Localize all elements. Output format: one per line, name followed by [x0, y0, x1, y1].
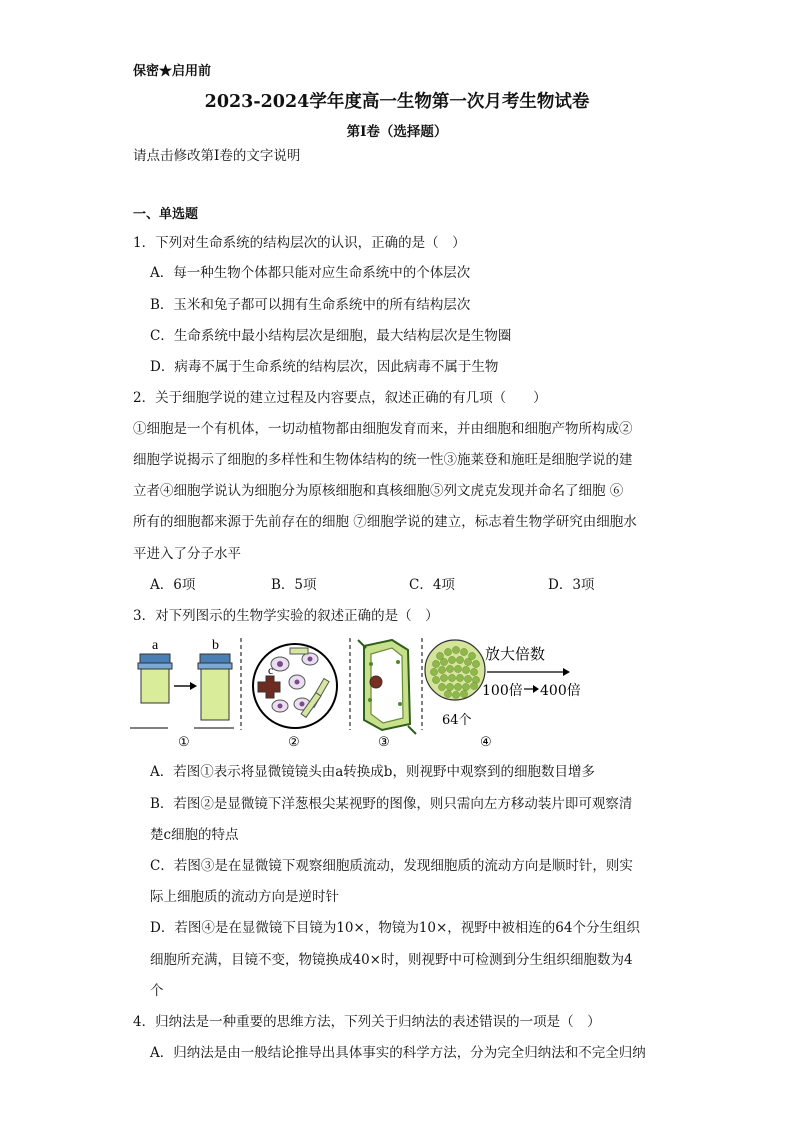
confidential-label: 保密★启用前 — [133, 64, 212, 79]
q3-figure — [130, 634, 600, 752]
q3-option-a: A．若图①表示将显微镜镜头由a转换成b，则视野中观察到的细胞数目增多 — [150, 764, 595, 780]
q1-option-b: B．玉米和兔子都可以拥有生命系统中的所有结构层次 — [150, 297, 471, 313]
lens-a-body — [141, 669, 169, 703]
magnification-from: 100倍 — [482, 683, 523, 699]
figure-panel-1 — [130, 638, 241, 750]
label-c: c — [268, 663, 274, 677]
figure-panel-2 — [253, 638, 350, 750]
label-b: b — [212, 638, 219, 653]
q2-option-b: B．5项 — [271, 577, 317, 593]
label-a: a — [152, 638, 159, 653]
q3-option-d-line-1: D．若图④是在显微镜下目镜为10×，物镜为10×，视野中被相连的64个分生组织 — [150, 920, 640, 936]
cell-count-label: 64个 — [442, 713, 472, 728]
q2-line-1: ①细胞是一个有机体，一切动植物都由细胞发育而来，并由细胞和细胞产物所构成② — [133, 421, 633, 437]
q2-line-4: 所有的细胞都来源于先前存在的细胞 ⑦细胞学说的建立，标志着生物学研究由细胞水 — [133, 514, 637, 530]
lens-a-cap — [140, 654, 170, 663]
section-heading: 一、单选题 — [133, 207, 199, 222]
q3-option-c-line-2: 际上细胞质的流动方向是逆时针 — [150, 889, 339, 905]
svg-text:④: ④ — [480, 735, 492, 750]
q2-stem: 2．关于细胞学说的建立过程及内容要点，叙述正确的有几项（ ） — [133, 390, 547, 406]
q3-option-b-line-1: B．若图②是显微镜下洋葱根尖某视野的图像，则只需向左方移动装片即可观察清 — [150, 796, 633, 812]
q3-option-d-line-2: 细胞所充满，目镜不变，物镜换成40×时，则视野中可检测到分生组织细胞数为4 — [150, 952, 633, 968]
svg-text:②: ② — [288, 735, 300, 750]
part-hint: 请点击修改第I卷的文字说明 — [133, 148, 301, 164]
part-heading: 第I卷（选择题） — [346, 124, 448, 140]
lens-b-body — [201, 669, 229, 720]
figure-panel-3 — [358, 638, 422, 750]
q3-option-c-line-1: C．若图③是在显微镜下观察细胞质流动，发现细胞质的流动方向是顺时针，则实 — [150, 858, 633, 874]
q2-option-d: D．3项 — [548, 577, 595, 593]
q4-option-a: A．归纳法是由一般结论推导出具体事实的科学方法，分为完全归纳法和不完全归纳 — [150, 1045, 646, 1061]
q4-stem: 4．归纳法是一种重要的思维方法，下列关于归纳法的表述错误的一项是（ ） — [133, 1014, 601, 1030]
q3-option-d-line-3: 个 — [150, 983, 164, 999]
svg-text:①: ① — [178, 735, 190, 750]
q2-option-c: C．4项 — [409, 577, 455, 593]
lens-b-cap — [200, 654, 230, 663]
magnification-label: 放大倍数 — [485, 645, 546, 663]
q2-option-a: A．6项 — [150, 577, 196, 593]
exam-title: 2023-2024学年度高一生物第一次月考生物试卷 — [204, 92, 590, 112]
q1-option-d: D．病毒不属于生命系统的结构层次，因此病毒不属于生物 — [150, 359, 499, 375]
q2-line-5: 平进入了分子水平 — [133, 546, 241, 562]
figure-panel-4 — [425, 640, 581, 750]
magnification-to: 400倍 — [540, 683, 581, 699]
q2-line-3: 立者④细胞学说认为细胞分为原核细胞和真核细胞⑤列文虎克发现并命名了细胞 ⑥ — [133, 483, 624, 499]
q1-option-c: C．生命系统中最小结构层次是细胞，最大结构层次是生物圈 — [150, 328, 512, 344]
q2-line-2: 细胞学说揭示了细胞的多样性和生物体结构的统一性③施莱登和施旺是细胞学说的建 — [133, 452, 633, 468]
q3-option-b-line-2: 楚c细胞的特点 — [150, 827, 239, 843]
q1-stem: 1．下列对生命系统的结构层次的认识，正确的是（ ） — [133, 235, 466, 251]
q1-option-a: A．每一种生物个体都只能对应生命系统中的个体层次 — [150, 265, 471, 281]
q3-stem: 3．对下列图示的生物学实验的叙述正确的是（ ） — [133, 608, 439, 624]
svg-text:③: ③ — [378, 735, 390, 750]
